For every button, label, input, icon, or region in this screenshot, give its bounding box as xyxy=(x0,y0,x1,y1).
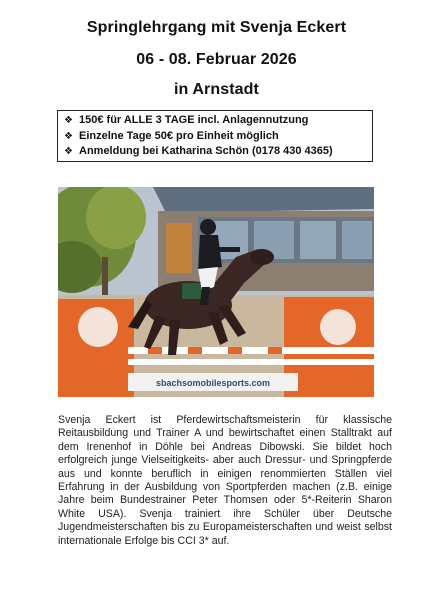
show-jumping-photo xyxy=(58,187,374,397)
diamond-bullet-icon: ❖ xyxy=(64,130,73,142)
info-item-label: Anmeldung bei Katharina Schön (0178 430 4365) xyxy=(79,145,333,157)
event-location: in Arnstadt xyxy=(174,81,259,98)
banner-text: sbachsomobilesports.com xyxy=(155,378,271,388)
event-dates: 06 - 08. Februar 2026 xyxy=(136,51,297,68)
info-item-label: Einzelne Tage 50€ pro Einheit möglich xyxy=(79,129,279,142)
info-box xyxy=(57,110,373,162)
info-item-single-days xyxy=(64,129,372,145)
info-item-registration xyxy=(64,144,372,160)
diamond-bullet-icon: ❖ xyxy=(64,146,73,157)
info-item-label: 150€ für ALLE 3 TAGE incl. Anlagennutzung xyxy=(79,114,309,126)
trainer-bio: Svenja Eckert ist Pferdewirtschaftsmeisterin für klassische Reitausbildung und Trainer A und bewirtschaftet einen Stalltrakt auf dem Irenenhof in Döhle bei Andreas Dibowski. Sie bildet hoch erfolgreich junge Vielseitigkeits- aber auch Dressur- und Springpferde aus und konnte beruflich in einigen renommierten Ställen viel Erfahrung in der Ausbildung von Sportpferden machen (z.B. einige Jahre beim Bundestrainer Peter Thomsen oder 5*-Reiterin Sharon White USA). Svenja trainiert ihre Schüler über Deutsche Jugendmeisterschaften bis zu Europameisterschaften und weist selbst internationale Erfolge bis CCI 3* auf. xyxy=(58,414,392,547)
flyer-title: Springlehrgang mit Svenja Eckert xyxy=(86,19,347,36)
diamond-bullet-icon: ❖ xyxy=(64,115,73,126)
info-item-price xyxy=(64,113,372,129)
